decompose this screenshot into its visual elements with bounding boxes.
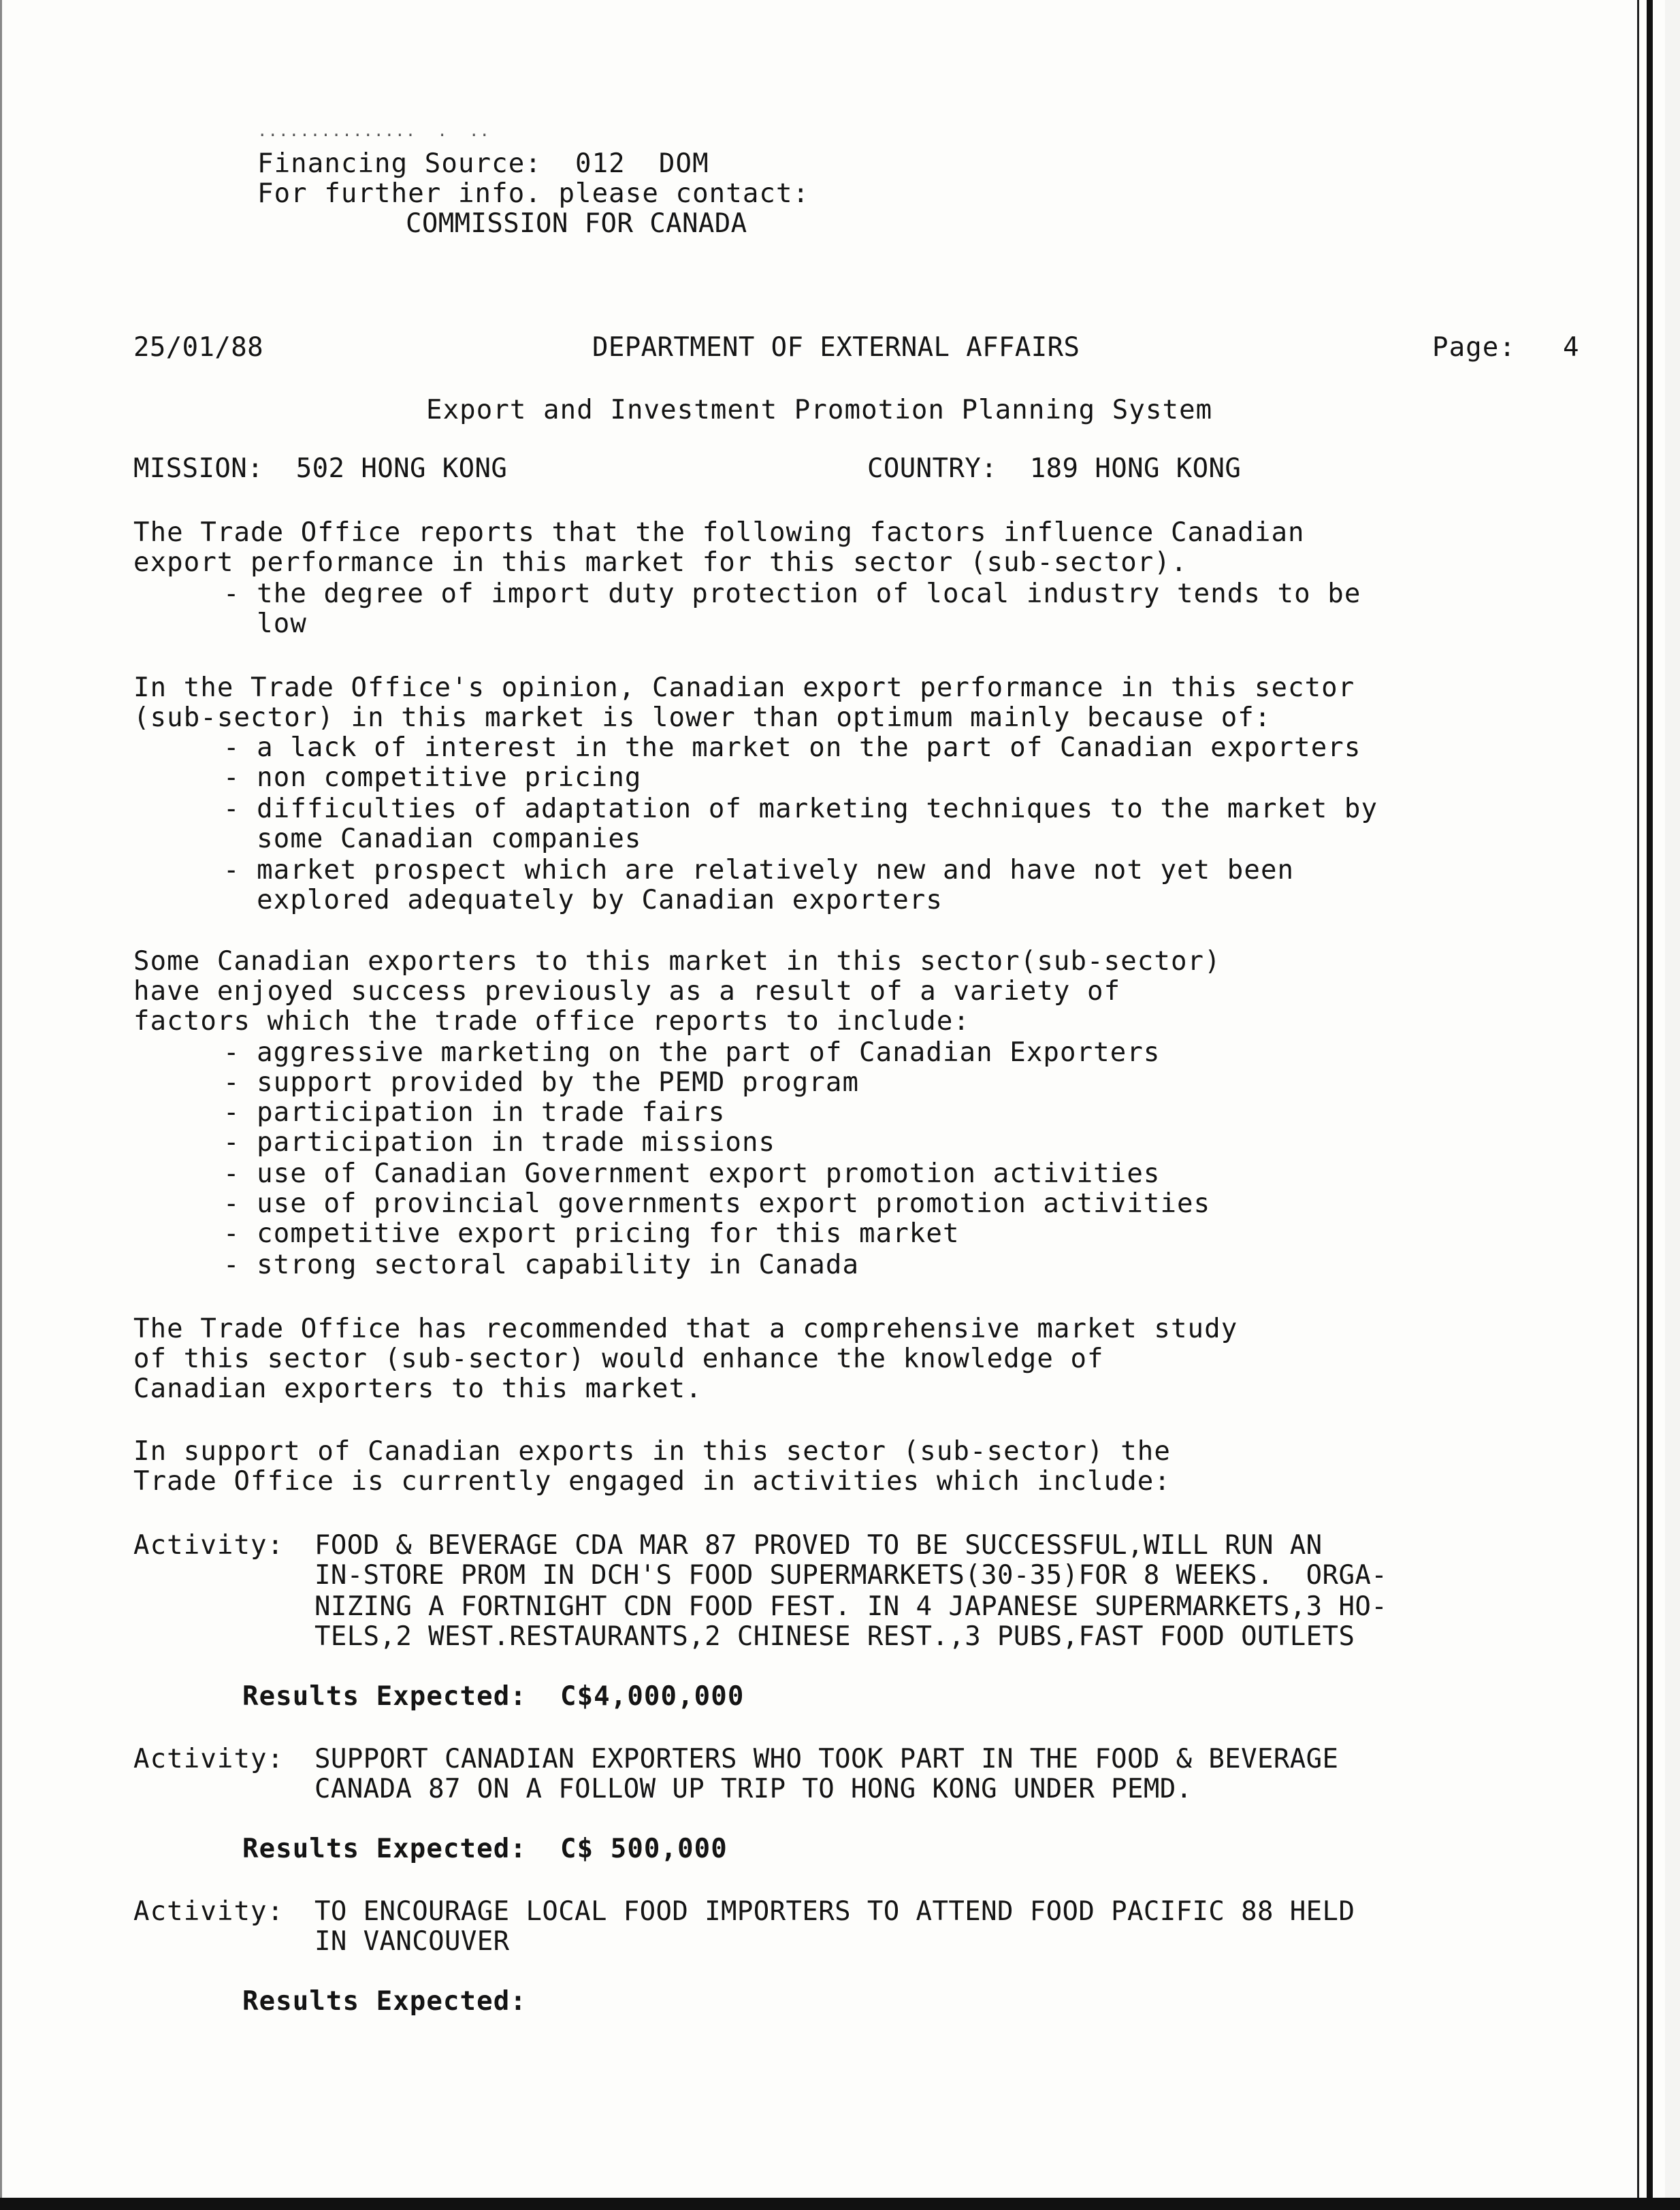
para5-line: In support of Canadian exports in this sector (sub-sector) the [133, 1436, 1171, 1467]
para2-bullet: - non competitive pricing [223, 762, 642, 793]
para2-bullet: - market prospect which are relatively new and have not yet been [223, 855, 1295, 885]
activity-label: Activity: [133, 1896, 285, 1927]
para3-bullet: - support provided by the PEMD program [223, 1067, 860, 1098]
activity-text: IN VANCOUVER [314, 1926, 510, 1957]
activity-text: CANADA 87 ON A FOLLOW UP TRIP TO HONG KONG UNDER PEMD. [314, 1774, 1193, 1804]
para3-bullet: - use of provincial governments export promotion activities [223, 1188, 1211, 1219]
scan-right-line-thin [1637, 0, 1639, 2210]
para3-bullet: - participation in trade fairs [223, 1097, 726, 1128]
mission-field: MISSION: 502 HONG KONG [133, 453, 508, 484]
para2-bullet: - difficulties of adaptation of marketing techniques to the market by [223, 794, 1378, 824]
financing-source: Financing Source: 012 DOM [257, 148, 709, 179]
activity-text: SUPPORT CANADIAN EXPORTERS WHO TOOK PART IN THE FOOD & BEVERAGE [314, 1744, 1339, 1774]
cutoff-line: ............... . .. [257, 121, 491, 140]
para2-line: In the Trade Office's opinion, Canadian export performance in this sector [133, 672, 1355, 703]
scan-right-margin [1665, 0, 1680, 2210]
country-field: COUNTRY: 189 HONG KONG [867, 453, 1242, 484]
activity-text: TELS,2 WEST.RESTAURANTS,2 CHINESE REST.,3 PUBS,FAST FOOD OUTLETS [314, 1621, 1355, 1652]
activity-label: Activity: [133, 1530, 285, 1561]
para3-line: factors which the trade office reports to include: [133, 1006, 970, 1037]
activity-text: FOOD & BEVERAGE CDA MAR 87 PROVED TO BE SUCCESSFUL,WILL RUN AN [314, 1530, 1323, 1561]
para3-bullet: - use of Canadian Government export promotion activities [223, 1158, 1161, 1189]
activity-label: Activity: [133, 1744, 285, 1774]
para3-bullet: - aggressive marketing on the part of Canadian Exporters [223, 1037, 1161, 1068]
system-title: Export and Investment Promotion Planning System [426, 395, 1213, 425]
scan-bottom-edge [0, 2198, 1680, 2210]
para4-line: of this sector (sub-sector) would enhance the knowledge of [133, 1344, 1104, 1374]
para2-line: (sub-sector) in this market is lower than optimum mainly because of: [133, 702, 1272, 733]
page-label: Page: [1432, 332, 1516, 363]
scan-right-line-thick [1647, 0, 1653, 2210]
para3-bullet: - participation in trade missions [223, 1127, 776, 1158]
department-title: DEPARTMENT OF EXTERNAL AFFAIRS [592, 332, 1080, 363]
activity-text: TO ENCOURAGE LOCAL FOOD IMPORTERS TO ATTEND FOOD PACIFIC 88 HELD [314, 1896, 1355, 1927]
page-number: 4 [1563, 332, 1580, 363]
para3-line: have enjoyed success previously as a result of a variety of [133, 976, 1121, 1007]
para5-line: Trade Office is currently engaged in activities which include: [133, 1466, 1171, 1497]
para3-bullet: - strong sectoral capability in Canada [223, 1250, 860, 1280]
para1-bullet: - the degree of import duty protection of local industry tends to be [223, 579, 1361, 609]
para1-line: export performance in this market for this sector (sub-sector). [133, 547, 1188, 578]
para4-line: The Trade Office has recommended that a comprehensive market study [133, 1314, 1238, 1344]
para2-bullet: some Canadian companies [223, 824, 642, 854]
para3-line: Some Canadian exporters to this market in this sector(sub-sector) [133, 946, 1221, 977]
results-expected: Results Expected: C$ 500,000 [242, 1834, 728, 1864]
results-expected: Results Expected: [242, 1986, 527, 2017]
para3-bullet: - competitive export pricing for this market [223, 1218, 960, 1249]
results-expected: Results Expected: C$4,000,000 [242, 1681, 745, 1712]
contact-line: For further info. please contact: [257, 178, 810, 209]
activity-text: NIZING A FORTNIGHT CDN FOOD FEST. IN 4 JAPANESE SUPERMARKETS,3 HO- [314, 1591, 1388, 1622]
para1-line: The Trade Office reports that the following factors influence Canadian [133, 517, 1305, 548]
activity-text: IN-STORE PROM IN DCH'S FOOD SUPERMARKETS(30-35)FOR 8 WEEKS. ORGA- [314, 1560, 1388, 1591]
para2-bullet: - a lack of interest in the market on the part of Canadian exporters [223, 732, 1361, 763]
commission-name: COMMISSION FOR CANADA [406, 208, 747, 239]
scan-left-edge [0, 0, 2, 2210]
para2-bullet: explored adequately by Canadian exporters [223, 885, 943, 915]
para1-bullet: low [223, 608, 307, 639]
para4-line: Canadian exporters to this market. [133, 1374, 702, 1404]
report-date: 25/01/88 [133, 332, 264, 363]
